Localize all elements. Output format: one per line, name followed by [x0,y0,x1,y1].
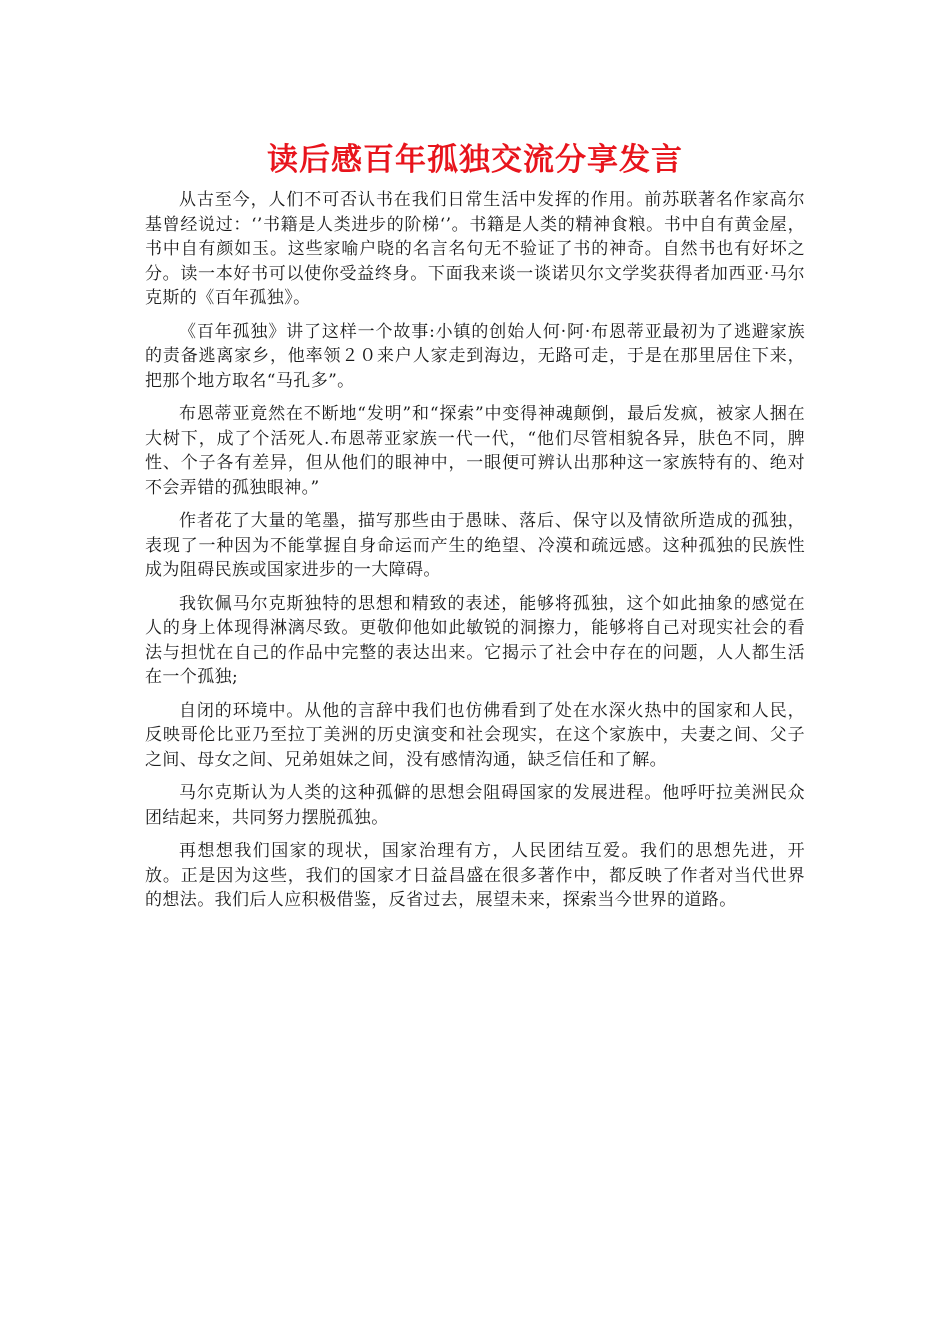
document-title: 读后感百年孤独交流分享发言 [267,142,683,178]
paragraph-1: 从古至今，人们不可否认书在我们日常生活中发挥的作用。前苏联著名作家高尔基曾经说过：‘’书籍是人类进步的阶梯‘’。书籍是人类的精神食粮。书中自有黄金屋，书中自有颜如玉。这些家喻户晓的名言名句无不验证了书的神奇。自然书也有好坏之分。读一本好书可以使你受益终身。下面我来谈一谈诺贝尔文学奖获得者加西亚·马尔克斯的《百年孤独》。 [145,190,805,308]
paragraph-2: 《百年孤独》讲了这样一个故事:小镇的创始人何·阿·布恩蒂亚最初为了逃避家族的责备逃离家乡，他率领２０来户人家走到海边，无路可走，于是在那里居住下来，把那个地方取名“马孔多”。 [145,321,805,391]
document-body [145,188,805,922]
paragraph-5: 我钦佩马尔克斯独特的思想和精致的表述，能够将孤独，这个如此抽象的感觉在人的身上体现得淋漓尽致。更敬仰他如此敏锐的洞擦力，能够将自己对现实社会的看法与担忧在自己的作品中完整的表达出来。它揭示了社会中存在的问题，人人都生活在一个孤独; [145,593,805,687]
paragraph-3: 布恩蒂亚竟然在不断地“发明”和“探索”中变得神魂颠倒，最后发疯，被家人捆在大树下，成了个活死人.布恩蒂亚家族一代一代，“他们尽管相貌各异，肤色不同，脾性、个子各有差异，但从他们的眼神中，一眼便可辨认出那种这一家族特有的、绝对不会弄错的孤独眼神。” [145,404,805,498]
paragraph-4: 作者花了大量的笔墨，描写那些由于愚昧、落后、保守以及情欲所造成的孤独，表现了一种因为不能掌握自身命运而产生的绝望、冷漠和疏远感。这种孤独的民族性成为阻碍民族或国家进步的一大障碍。 [145,511,805,580]
paragraph-6: 自闭的环境中。从他的言辞中我们也仿佛看到了处在水深火热中的国家和人民，反映哥伦比亚乃至拉丁美洲的历史演变和社会现实，在这个家族中，夫妻之间、父子之间、母女之间、兄弟姐妹之间，没有感情沟通，缺乏信任和了解。 [145,700,805,770]
paragraph-7: 马尔克斯认为人类的这种孤僻的思想会阻碍国家的发展进程。他呼吁拉美洲民众团结起来，共同努力摆脱孤独。 [145,783,805,828]
paragraph-8: 再想想我们国家的现状，国家治理有方，人民团结互爱。我们的思想先进，开放。正是因为这些，我们的国家才日益昌盛在很多著作中，都反映了作者对当代世界的想法。我们后人应积极借鉴，反省过去，展望未来，探索当今世界的道路。 [145,841,805,910]
